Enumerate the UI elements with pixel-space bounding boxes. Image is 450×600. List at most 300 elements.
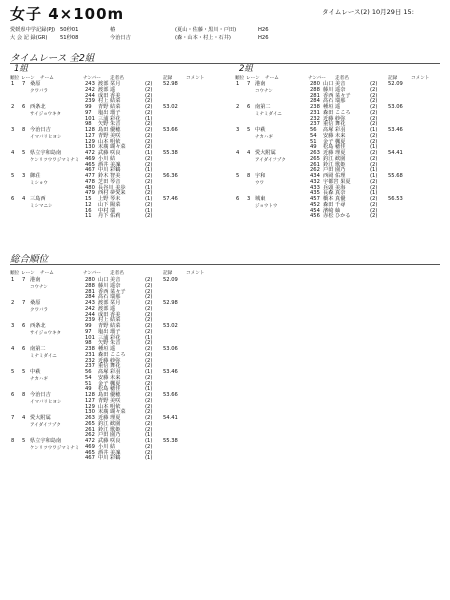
runner-grade: (2) <box>145 277 153 283</box>
team-kana: ウワ <box>255 180 264 186</box>
runner-grade: (2) <box>145 144 153 151</box>
runner-name: 橋本 真優 <box>323 196 346 202</box>
runner-grade: (2) <box>370 196 378 202</box>
runner-number: 239 <box>85 98 95 105</box>
runner-number: 97 <box>85 109 92 116</box>
lane: 7 <box>22 277 26 283</box>
lane: 8 <box>22 392 26 398</box>
col-comment: コメント <box>411 76 430 81</box>
runner-name: 西村 夢愛来 <box>98 190 126 197</box>
runner-number: 239 <box>85 317 95 324</box>
record-label-gr: 大 会 記 録(GR) <box>10 35 48 41</box>
runner-grade: (2) <box>145 374 153 381</box>
runner-grade: (1) <box>145 150 153 156</box>
runner-number: 129 <box>85 138 95 145</box>
runner-name: 髙石 瑞那 <box>98 294 121 301</box>
runner-grade: (2) <box>145 317 153 324</box>
record-mark-pj: 50秒01 <box>60 27 79 33</box>
runner-name: 山口 美音 <box>323 81 346 87</box>
runner-number: 98 <box>85 121 92 128</box>
runner-grade: (2) <box>145 98 153 105</box>
runner-name: 渡部 遥 <box>98 86 116 93</box>
runner-number: 280 <box>310 81 320 87</box>
runner-number: 284 <box>85 294 95 301</box>
team-kana: クワバラ <box>30 88 48 94</box>
runner-name: 西岡 佑理 <box>323 173 346 179</box>
record-holder-gr: 今治日吉 <box>110 35 131 41</box>
runner-name: 濱崎 紬 <box>323 207 341 214</box>
col-comment: コメント <box>186 271 205 276</box>
runner-number: 232 <box>310 115 320 122</box>
runner-grade: (2) <box>145 415 153 421</box>
runner-grade: (2) <box>145 104 153 110</box>
runner-number: 284 <box>310 98 320 105</box>
record-time: 56.53 <box>388 196 403 202</box>
runner-number: 231 <box>310 109 320 116</box>
col-team: チーム <box>265 76 279 81</box>
lane: 5 <box>22 438 26 444</box>
lane: 4 <box>22 415 26 421</box>
runner-grade: (2) <box>370 121 378 128</box>
team-kana: クワバラ <box>30 307 48 313</box>
runner-number: 49 <box>310 144 317 151</box>
col-place: 順位 <box>10 271 20 276</box>
runner-grade: (1) <box>145 115 153 122</box>
runner-grade: (2) <box>370 86 378 93</box>
runner-number: 56 <box>310 127 317 133</box>
runner-number: 128 <box>85 127 95 133</box>
runner-name: 金子 楓夏 <box>323 138 346 145</box>
runner-grade: (1) <box>145 386 153 393</box>
runner-name: 青野 美咲 <box>98 132 121 139</box>
event-title: 女子 4×100m <box>10 5 125 23</box>
runner-number: 244 <box>85 92 95 99</box>
runner-number: 281 <box>310 92 320 99</box>
runner-number: 288 <box>310 86 320 93</box>
team-kana: アイダイフゾク <box>30 422 61 428</box>
rank: 5 <box>11 369 15 375</box>
record-time: 52.98 <box>163 81 178 87</box>
lane: 5 <box>22 369 26 375</box>
runner-number: 15 <box>85 196 92 202</box>
runner-number: 231 <box>85 351 95 358</box>
runner-name: 釣江 歓園 <box>98 420 121 427</box>
runner-name: 矢野 朱音 <box>98 340 121 347</box>
runner-number: 54 <box>310 132 317 139</box>
runner-number: 263 <box>85 415 95 421</box>
runner-grade: (2) <box>145 190 153 197</box>
rank: 2 <box>11 104 15 110</box>
runner-name: 村上 結菜 <box>98 98 121 105</box>
runner-grade: (2) <box>145 340 153 347</box>
runner-number: 261 <box>85 426 95 433</box>
runner-number: 479 <box>85 190 95 197</box>
runner-number: 465 <box>85 161 95 168</box>
col-name: 走者名 <box>335 76 349 81</box>
runner-name: 末廣 瑚々菜 <box>98 409 126 416</box>
runner-name: 山下 陽菜 <box>98 201 121 208</box>
heat-title: 1組 <box>14 64 28 74</box>
runner-number: 232 <box>85 357 95 364</box>
record-time: 53.46 <box>163 369 178 375</box>
runner-name: 山本 明依 <box>98 403 121 410</box>
runner-name: 長森 真奈 <box>323 190 346 197</box>
runner-name: 島田 優穂 <box>98 127 121 133</box>
runner-number: 101 <box>85 115 95 122</box>
lane: 6 <box>22 323 26 329</box>
runner-number: 467 <box>85 167 95 174</box>
runner-name: 安藤 未来 <box>98 374 121 381</box>
team-name: 中萩 <box>255 127 266 133</box>
col-record: 記録 <box>388 76 398 81</box>
runner-name: 鈴木 智美 <box>98 173 121 179</box>
runner-name: 中川 彩鶴 <box>98 455 121 462</box>
runner-name: 松島 穂佳 <box>323 144 346 151</box>
runner-name: 武藤 咲良 <box>98 438 121 444</box>
team-kana: ジョウトウ <box>255 203 278 209</box>
runner-name: 中川 彩鶴 <box>98 167 121 174</box>
col-record: 記録 <box>163 76 173 81</box>
runner-grade: (1) <box>145 432 153 439</box>
runner-name: 村上 結菜 <box>98 317 121 324</box>
lane: 3 <box>247 196 251 202</box>
runner-name: 長谷川 美歩 <box>98 184 126 191</box>
runner-number: 432 <box>310 178 320 185</box>
rank: 5 <box>11 173 15 179</box>
runner-number: 242 <box>85 305 95 312</box>
runner-number: 237 <box>310 121 320 128</box>
record-label-pj: 愛媛県中学記録(PJ) <box>10 27 56 33</box>
rank: 1 <box>11 81 15 87</box>
runner-name: 香西 菜々子 <box>323 92 351 99</box>
rank: 2 <box>236 104 240 110</box>
runner-grade: (2) <box>370 207 378 214</box>
runner-grade: (2) <box>145 121 153 128</box>
runner-name: 香西 菜々子 <box>98 288 126 295</box>
runner-name: 酒井 美凜 <box>98 449 121 456</box>
record-team-pj: (夏山・佐藤・黒川・戸田) <box>175 27 237 33</box>
runner-number: 54 <box>85 374 92 381</box>
record-time: 53.06 <box>388 104 403 110</box>
runner-name: 藤川 遥奈 <box>323 86 346 93</box>
team-name: 城東 <box>255 196 266 202</box>
team-kana: ミシマニシ <box>30 203 53 209</box>
runner-number: 243 <box>85 300 95 306</box>
col-team: チーム <box>40 76 54 81</box>
runner-grade: (2) <box>145 294 153 301</box>
section-divider <box>10 63 440 64</box>
runner-number: 49 <box>85 386 92 393</box>
runner-number: 467 <box>85 455 95 462</box>
runner-grade: (2) <box>145 161 153 168</box>
record-year-gr: H26 <box>258 35 269 41</box>
runner-grade: (2) <box>370 81 378 87</box>
col-name: 走者名 <box>110 271 124 276</box>
record-time: 54.41 <box>163 415 178 421</box>
runner-grade: (2) <box>145 132 153 139</box>
runner-name: 小川 結 <box>98 443 116 450</box>
runner-name: 釣江 歓園 <box>323 155 346 162</box>
runner-grade: (2) <box>145 300 153 306</box>
runner-name: 近藤 紗弥 <box>323 115 346 122</box>
runner-number: 456 <box>310 213 320 220</box>
runner-number: 130 <box>85 409 95 416</box>
runner-number: 469 <box>85 443 95 450</box>
team-kana: ナカハギ <box>255 134 273 140</box>
runner-grade: (1) <box>370 173 378 179</box>
runner-name: 渡部 栞月 <box>98 81 121 87</box>
lane: 7 <box>247 81 251 87</box>
col-name: 走者名 <box>110 76 124 81</box>
runner-number: 263 <box>310 150 320 156</box>
team-name: 御荘 <box>30 173 41 179</box>
runner-grade: (2) <box>145 403 153 410</box>
col-place: 順位 <box>10 76 20 81</box>
runner-grade: (2) <box>145 173 153 179</box>
runner-name: 中村 瑞 <box>98 207 116 214</box>
col-num: ナンバー <box>83 76 101 81</box>
rank: 6 <box>11 196 15 202</box>
lane: 6 <box>22 104 26 110</box>
runner-grade: (2) <box>145 201 153 208</box>
section-title-timerace: タイムレース 全2組 <box>10 53 95 64</box>
runner-name: 青野 結菜 <box>98 104 121 110</box>
team-kana: ケンリツウワジマミナミ <box>30 445 80 451</box>
runner-number: 97 <box>85 328 92 335</box>
runner-grade: (2) <box>145 127 153 133</box>
team-name: 中萩 <box>30 369 41 375</box>
record-time: 53.66 <box>163 392 178 398</box>
record-time: 55.68 <box>388 173 403 179</box>
runner-name: 宇都宮 果夏 <box>323 178 351 185</box>
runner-number: 457 <box>310 196 320 202</box>
runner-name: 重信 舞花 <box>323 121 346 128</box>
record-time: 53.66 <box>163 127 178 133</box>
team-kana: ナカハギ <box>30 376 48 382</box>
record-mark-gr: 51秒08 <box>60 35 79 41</box>
team-kana: イマバリヒヨシ <box>30 134 62 140</box>
runner-number: 11 <box>85 213 92 220</box>
runner-name: 成田 香美 <box>98 311 121 318</box>
runner-number: 237 <box>85 363 95 370</box>
runner-number: 265 <box>310 155 320 162</box>
team-kana: サイジョウキタ <box>30 330 62 336</box>
runner-grade: (2) <box>145 380 153 387</box>
runner-number: 261 <box>310 161 320 168</box>
runner-number: 242 <box>85 86 95 93</box>
lane: 5 <box>247 127 251 133</box>
lane: 8 <box>22 127 26 133</box>
heat-title: 2組 <box>239 64 253 74</box>
runner-name: 上野 琴未 <box>98 196 121 202</box>
runner-name: 戸田 園乃 <box>98 432 121 439</box>
runner-grade: (2) <box>145 426 153 433</box>
rank: 3 <box>11 127 15 133</box>
lane: 3 <box>22 173 26 179</box>
runner-number: 238 <box>85 346 95 352</box>
lane: 4 <box>22 196 26 202</box>
runner-grade: (2) <box>370 201 378 208</box>
col-lane: レーン <box>21 76 35 81</box>
runner-grade: (1) <box>145 196 153 202</box>
runner-grade: (2) <box>145 346 153 352</box>
record-time: 53.06 <box>163 346 178 352</box>
runner-number: 101 <box>85 334 95 341</box>
team-name: 愛大附属 <box>30 415 51 421</box>
record-time: 52.09 <box>163 277 178 283</box>
runner-number: 243 <box>85 81 95 87</box>
runner-number: 288 <box>85 282 95 289</box>
runner-number: 99 <box>85 323 92 329</box>
team-kana: ミナミダイニ <box>255 111 282 117</box>
runner-name: 塩出 瑠子 <box>98 328 121 335</box>
runner-name: 渡部 遥 <box>98 305 116 312</box>
runner-number: 469 <box>85 155 95 162</box>
runner-grade: (1) <box>145 334 153 341</box>
col-lane: レーン <box>246 76 260 81</box>
runner-grade: (2) <box>145 81 153 87</box>
runner-name: 重信 舞花 <box>98 363 121 370</box>
runner-grade: (2) <box>145 392 153 398</box>
runner-grade: (2) <box>145 288 153 295</box>
team-kana: アイダイフゾク <box>255 157 286 163</box>
lane: 8 <box>247 173 251 179</box>
col-comment: コメント <box>186 76 205 81</box>
runner-grade: (2) <box>145 92 153 99</box>
runner-grade: (2) <box>145 138 153 145</box>
runner-name: 松島 穂佳 <box>98 386 121 393</box>
runner-name: 髙塚 彩羽 <box>323 127 346 133</box>
runner-grade: (1) <box>145 438 153 444</box>
runner-name: 近藤 理夏 <box>323 150 346 156</box>
runner-number: 127 <box>85 132 95 139</box>
runner-number: 16 <box>85 207 92 214</box>
runner-grade: (2) <box>370 104 378 110</box>
lane: 6 <box>22 346 26 352</box>
col-record: 記録 <box>163 271 173 276</box>
runner-number: 262 <box>310 167 320 174</box>
runner-grade: (2) <box>370 115 378 122</box>
runner-name: 山本 明依 <box>98 138 121 145</box>
rank: 1 <box>236 81 240 87</box>
runner-number: 477 <box>85 173 95 179</box>
rank: 7 <box>11 415 15 421</box>
runner-name: 小川 結 <box>98 155 116 162</box>
record-time: 57.46 <box>163 196 178 202</box>
runner-name: 成田 香美 <box>98 92 121 99</box>
runner-name: 三浦 彩花 <box>98 115 121 122</box>
rank: 3 <box>11 323 15 329</box>
team-name: 港南 <box>255 81 266 87</box>
runner-number: 472 <box>85 438 95 444</box>
section-divider <box>10 264 440 265</box>
lane: 4 <box>247 150 251 156</box>
runner-grade: (2) <box>370 178 378 185</box>
runner-grade: (2) <box>370 92 378 99</box>
runner-name: 安藤 未来 <box>323 132 346 139</box>
runner-number: 12 <box>85 201 92 208</box>
runner-grade: (2) <box>145 323 153 329</box>
runner-grade: (2) <box>370 155 378 162</box>
runner-grade: (1) <box>145 207 153 214</box>
record-time: 56.36 <box>163 173 178 179</box>
col-num: ナンバー <box>83 271 101 276</box>
runner-grade: (1) <box>145 455 153 462</box>
team-name: 桑原 <box>30 81 41 87</box>
runner-name: 金子 楓夏 <box>98 380 121 387</box>
section-title-overall: 総合順位 <box>10 254 49 265</box>
record-time: 55.38 <box>163 150 178 156</box>
runner-number: 454 <box>310 207 320 214</box>
runner-name: 鈴江 歌姫 <box>98 426 121 433</box>
runner-number: 433 <box>310 184 320 191</box>
runner-grade: (2) <box>370 138 378 145</box>
runner-number: 472 <box>85 150 95 156</box>
runner-number: 244 <box>85 311 95 318</box>
runner-grade: (2) <box>370 132 378 139</box>
runner-name: 髙塚 彩羽 <box>98 369 121 375</box>
runner-grade: (2) <box>145 328 153 335</box>
runner-name: 丹下 佑莉 <box>98 213 121 220</box>
runner-name: 青野 結菜 <box>98 323 121 329</box>
record-time: 54.41 <box>388 150 403 156</box>
record-holder-pj: 椿 <box>110 27 116 33</box>
runner-number: 99 <box>85 104 92 110</box>
lane: 7 <box>22 81 26 87</box>
runner-grade: (2) <box>145 311 153 318</box>
runner-grade: (2) <box>145 443 153 450</box>
runner-name: 種垣 遥 <box>98 346 116 352</box>
rank: 6 <box>236 196 240 202</box>
runner-name: 森田 こころ <box>323 109 351 116</box>
runner-number: 128 <box>85 392 95 398</box>
lane: 5 <box>22 150 26 156</box>
runner-number: 238 <box>310 104 320 110</box>
rank: 1 <box>11 277 15 283</box>
runner-grade: (2) <box>370 109 378 116</box>
runner-number: 129 <box>85 403 95 410</box>
team-name: 今治日吉 <box>30 127 51 133</box>
team-kana: イマバリヒヨシ <box>30 399 62 405</box>
runner-grade: (2) <box>145 420 153 427</box>
runner-name: 武藤 咲良 <box>98 150 121 156</box>
runner-grade: (1) <box>145 184 153 191</box>
runner-name: 酒井 美凜 <box>98 161 121 168</box>
col-num: ナンバー <box>308 76 326 81</box>
runner-grade: (2) <box>145 357 153 364</box>
runner-name: 矢野 朱音 <box>98 121 121 128</box>
runner-grade: (2) <box>145 155 153 162</box>
runner-name: 近藤 理夏 <box>98 415 121 421</box>
runner-grade: (2) <box>145 282 153 289</box>
runner-number: 480 <box>85 184 95 191</box>
team-kana: ミナミダイニ <box>30 353 57 359</box>
runner-number: 434 <box>310 173 320 179</box>
rank: 6 <box>11 392 15 398</box>
rank: 2 <box>11 300 15 306</box>
team-kana: コウナン <box>30 284 48 290</box>
runner-name: 芝田 琴音 <box>98 178 121 185</box>
rank: 4 <box>236 150 240 156</box>
rank: 4 <box>11 346 15 352</box>
runner-name: 山口 美音 <box>98 277 121 283</box>
runner-number: 56 <box>85 369 92 375</box>
runner-name: 近藤 紗弥 <box>98 357 121 364</box>
race-info: タイムレース(2) 10月29日 15: <box>322 8 414 16</box>
runner-name: 渡部 栞月 <box>98 300 121 306</box>
runner-name: 青野 美咲 <box>98 397 121 404</box>
record-time: 55.38 <box>163 438 178 444</box>
